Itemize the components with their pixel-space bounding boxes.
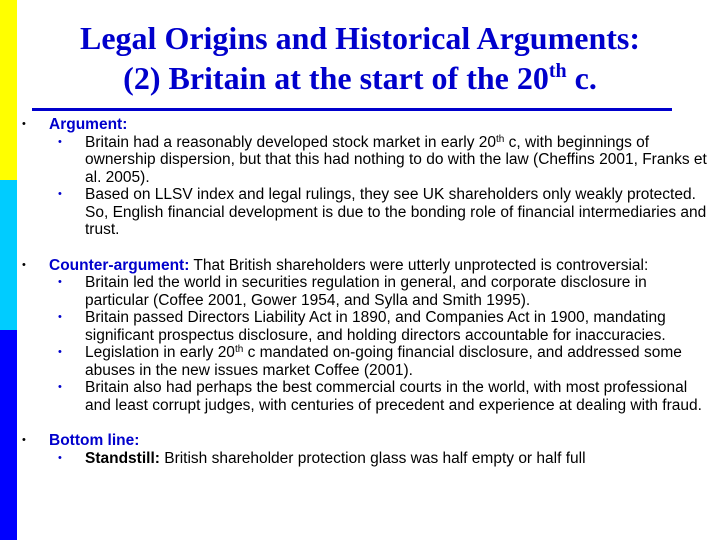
bullet-glyph: •	[22, 258, 26, 271]
sidebar-color-bar	[0, 0, 17, 540]
title-line-2-text: (2) Britain at the start of the 20	[123, 60, 549, 96]
sub-bullet-glyph: •	[58, 311, 62, 323]
slide-title-line-1: Legal Origins and Historical Arguments:	[80, 20, 640, 56]
sub-bullet-text: Legislation in early 20	[85, 344, 235, 361]
sub-bullet-glyph: •	[58, 451, 62, 464]
bullet-glyph: •	[22, 434, 26, 446]
sub-bullet-sup: th	[234, 344, 244, 355]
sub-bullet-text: Britain led the world in securities regulation in general, and corporate disclosure in particular (Coffee 2001, Gower 1954, and Sylla and Smith 1995).	[85, 274, 647, 309]
bullet-heading: Argument:	[49, 116, 128, 133]
sub-bullet-text: British shareholder protection glass was half empty or half full	[159, 449, 586, 467]
sidebar-blue-block	[0, 330, 17, 540]
sub-bullet	[49, 379, 714, 414]
sub-bullet-glyph: •	[58, 276, 62, 288]
title-underline	[32, 108, 672, 111]
bullet-argument	[22, 116, 714, 239]
sub-bullet-text-end: c mandated on-going financial disclosure, and addressed some abuses in the new issues market Coffee (2001).	[85, 344, 682, 379]
bullet-heading: Bottom line:	[49, 432, 140, 449]
bullet-heading: Counter-argument:	[49, 256, 190, 274]
sub-bullet-label: Standstill:	[85, 449, 160, 467]
slide-title	[20, 18, 700, 98]
title-line-2-sup: th	[548, 60, 567, 82]
bullet-text: That British shareholders were utterly unprotected is controversial:	[189, 256, 649, 274]
sub-bullet	[49, 186, 714, 239]
sub-bullet-text-end: c, with beginnings of ownership dispersion, but that this had nothing to do with the law (Cheffins 2001, Franks et al. 2005).	[85, 133, 707, 186]
sub-bullet-glyph: •	[58, 135, 62, 148]
sub-bullet	[49, 274, 714, 309]
sub-bullet-text: Britain passed Directors Liability Act in 1890, and Companies Act in 1900, mandating significant prospectus disclosure, and holding directors accountable for inaccuracies.	[85, 309, 666, 344]
sub-bullet-text: Britain had a reasonably developed stock market in early 20	[85, 133, 496, 151]
sub-bullet-sup: th	[496, 133, 505, 145]
sub-bullet-glyph: •	[58, 381, 62, 393]
sub-bullet-text: Britain also had perhaps the best commercial courts in the world, with most professional and least corrupt judges, with centuries of precedent and experience at dealing with fraud.	[85, 379, 702, 414]
slide-body	[22, 116, 714, 485]
sub-bullet-text: Based on LLSV index and legal rulings, they see UK shareholders only weakly protected. So, English financial development is due to the bonding role of financial intermediaries and trust.	[85, 186, 707, 238]
bullet-glyph: •	[22, 118, 26, 130]
sub-bullet-glyph: •	[58, 346, 62, 358]
sub-bullet-glyph: •	[58, 188, 62, 200]
sub-bullet	[49, 134, 714, 187]
sidebar-cyan-block	[0, 180, 17, 330]
sub-bullet	[49, 450, 714, 468]
bullet-bottom-line	[22, 432, 714, 467]
slide-title-line-2	[20, 58, 700, 98]
sub-bullet	[49, 309, 714, 344]
bullet-counter-argument	[22, 257, 714, 415]
sub-bullet	[49, 344, 714, 379]
title-line-2-suffix: c.	[566, 60, 597, 96]
sidebar-yellow-block	[0, 0, 17, 180]
